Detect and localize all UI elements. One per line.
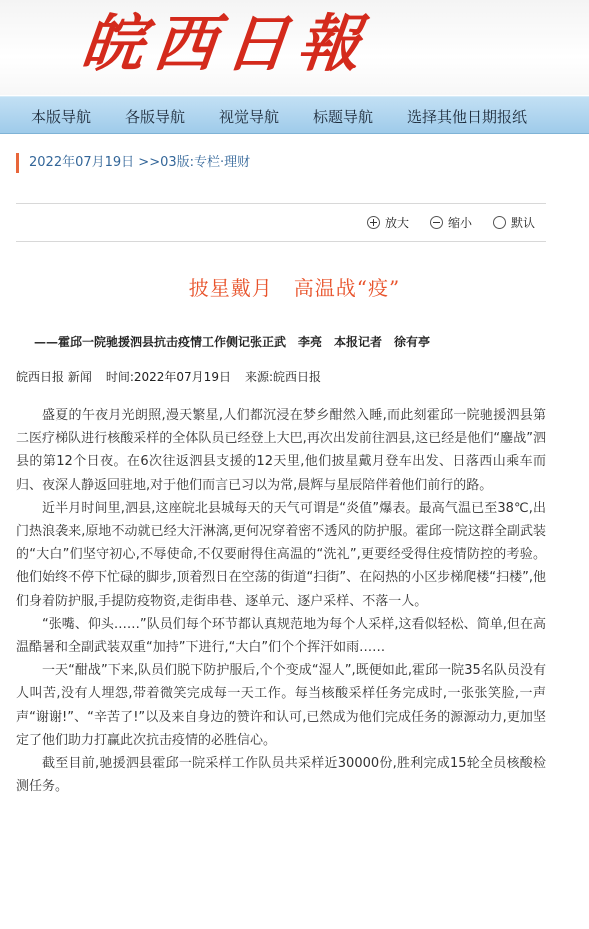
article-paragraph: 一天“酣战”下来,队员们脱下防护服后,个个变成“湿人”,既便如此,霍邱一院35名队员没有人叫苦,没有人埋怨,带着微笑完成每一天工作。每当核酸采样任务完成时,一张张笑脸,一声声“谢谢!”、“辛苦了!”以及来自身边的赞许和认可,已然成为他们完成任务的源源动力,更加坚定了他们助力打赢此次抗击疫情的必胜信心。 — [16, 663, 546, 748]
nav-visual-guide[interactable]: 视觉导航 — [219, 108, 280, 126]
meta-source-tag: 皖西日报 新闻 — [16, 370, 92, 384]
divider — [16, 241, 546, 242]
font-default-button[interactable] — [493, 214, 535, 231]
font-enlarge-label: 放大 — [385, 216, 410, 230]
breadcrumb-separator: >> — [134, 155, 161, 170]
meta-origin: 来源:皖西日报 — [244, 370, 321, 384]
breadcrumb — [16, 153, 250, 173]
article-subtitle: ——霍邱一院驰援泗县抗击疫情工作侧记张正武 李亮 本报记者 徐有亭 — [34, 335, 431, 349]
minus-circle-icon — [430, 216, 443, 229]
article-paragraph: 盛夏的午夜月光朗照,漫天繁星,人们都沉浸在梦乡酣然入睡,而此刻霍邱一院驰援泗县第二医疗梯队进行核酸采样的全体队员已经登上大巴,再次出发前往泗县,这已经是他们“鏖战”泗县的第12个日夜。在6次往返泗县支援的12天里,他们披星戴月登车出发、日落西山乘车而归、夜深人静返回驻地,对于他们而言已习以为常,晨辉与星辰陪伴着他们前行的路。 — [16, 408, 546, 493]
font-default-label: 默认 — [511, 216, 536, 230]
nav-title-guide[interactable]: 标题导航 — [313, 108, 374, 126]
breadcrumb-section[interactable]: 03版:专栏·理财 — [160, 155, 251, 170]
font-size-controls — [0, 214, 589, 232]
font-enlarge-button[interactable] — [367, 214, 409, 231]
divider — [16, 203, 546, 204]
meta-time: 时间:2022年07月19日 — [105, 370, 231, 384]
nav-sections-guide[interactable]: 各版导航 — [125, 108, 186, 126]
article-paragraph: 近半月时间里,泗县,这座皖北县城每天的天气可谓是“炎值”爆表。最高气温已至38℃,出门热浪袭来,原地不动就已经大汗淋漓,更何况穿着密不透风的防护服。霍邱一院这群全副武装的“大白”们坚守初心,不辱使命,不仅要耐得住高温的“洗礼”,更要经受得住疫情防控的考验。他们始终不停下忙碌的脚步,顶着烈日在空荡的街道“扫街”、在闷热的小区步梯爬楼“扫楼”,他们身着防护服,手提防疫物资,走街串巷、逐单元、逐户采样、不落一人。 — [16, 500, 546, 609]
font-shrink-label: 缩小 — [448, 216, 473, 230]
article-body — [16, 404, 546, 798]
article-paragraph: “张嘴、仰头……”队员们每个环节都认真规范地为每个人采样,这看似轻松、简单,但在高温酷暑和全副武装双重“加持”下进行,“大白”们个个挥汗如雨…… — [16, 616, 546, 656]
article-paragraph: 截至目前,驰援泗县霍邱一院采样工作队员共采样近30000份,胜利完成15轮全员核酸检测任务。 — [16, 756, 546, 795]
nav-page-guide[interactable]: 本版导航 — [31, 108, 92, 126]
font-shrink-button[interactable] — [430, 214, 472, 231]
nav-bar — [0, 96, 589, 134]
circle-icon — [493, 216, 506, 229]
plus-circle-icon — [367, 216, 380, 229]
article-meta — [16, 368, 335, 385]
article-title: 披星戴月 高温战“疫” — [188, 276, 401, 300]
breadcrumb-date[interactable]: 2022年07月19日 — [29, 155, 135, 170]
newspaper-logo[interactable]: 皖西日報 — [78, 7, 374, 80]
nav-other-date[interactable]: 选择其他日期报纸 — [407, 108, 528, 126]
masthead — [0, 0, 589, 95]
